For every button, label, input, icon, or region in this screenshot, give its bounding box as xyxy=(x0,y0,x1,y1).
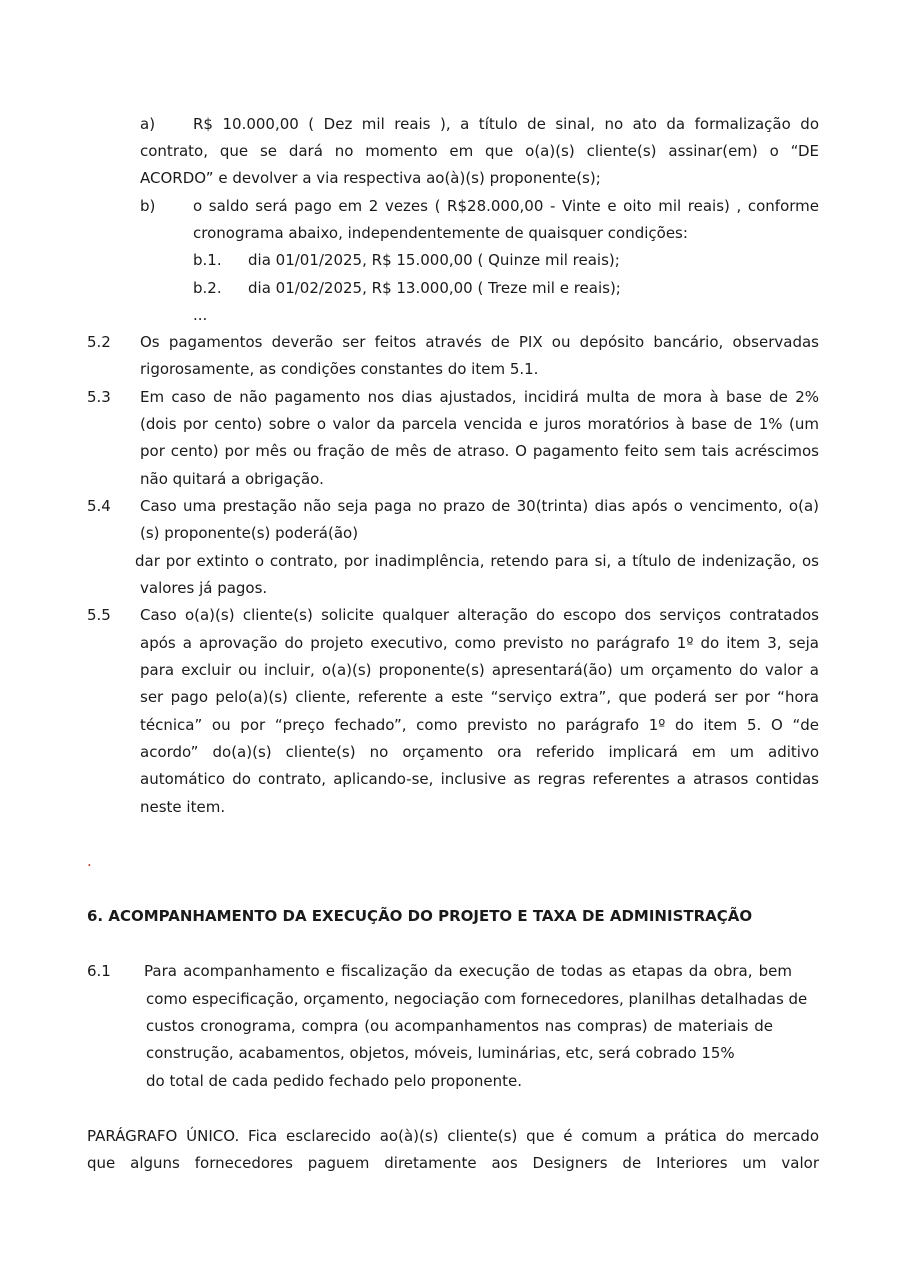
clause-6-1-line-3: custos cronograma, compra (ou acompanhamentos nas compras) de materiais de xyxy=(146,1017,773,1035)
item-a-line-2: contrato, que se dará no momento em que o(a)(s) cliente(s) assinar(em) o “DE xyxy=(140,142,819,160)
clause-5-4-line-1: Caso uma prestação não seja paga no prazo de 30(trinta) dias após o vencimento, o(a) xyxy=(140,497,819,515)
clause-5-2-line-1: Os pagamentos deverão ser feitos através de PIX ou depósito bancário, observadas xyxy=(140,333,819,351)
clause-5-5-line-2: após a aprovação do projeto executivo, como previsto no parágrafo 1º do item 3, seja xyxy=(140,634,819,652)
clause-5-5-line-4: ser pago pelo(a)(s) cliente, referente a este “serviço extra”, que poderá ser por “hora xyxy=(140,688,819,706)
item-a-line-1: R$ 10.000,00 ( Dez mil reais ), a título de sinal, no ato da formalização do xyxy=(193,115,819,133)
clause-5-5-number: 5.5 xyxy=(87,606,111,624)
clause-5-5-line-8: neste item. xyxy=(140,798,226,816)
clause-5-2-number: 5.2 xyxy=(87,333,111,351)
item-a-marker: a) xyxy=(140,115,156,133)
clause-5-4-line-4: valores já pagos. xyxy=(140,579,268,597)
clause-5-2-line-2: rigorosamente, as condições constantes do item 5.1. xyxy=(140,360,539,378)
clause-5-3-number: 5.3 xyxy=(87,388,111,406)
item-a-line-3: ACORDO” e devolver a via respectiva ao(à)(s) proponente(s); xyxy=(140,169,601,187)
clause-5-5-line-3: para excluir ou incluir, o(a)(s) proponente(s) apresentará(ão) um orçamento do valor a xyxy=(140,661,819,679)
item-b1-text: dia 01/01/2025, R$ 15.000,00 ( Quinze mil reais); xyxy=(248,251,620,269)
item-b-line-2: cronograma abaixo, independentemente de quaisquer condições: xyxy=(193,224,688,242)
item-b-marker: b) xyxy=(140,197,156,215)
clause-5-5-line-7: automático do contrato, aplicando-se, inclusive as regras referentes a atrasos contidas xyxy=(140,770,819,788)
clause-5-5-line-5: técnica” ou por “preço fechado”, como previsto no parágrafo 1º do item 5. O “de xyxy=(140,716,819,734)
item-b-line-1: o saldo será pago em 2 vezes ( R$28.000,00 - Vinte e oito mil reais) , conforme xyxy=(193,197,819,215)
stray-dot: . xyxy=(87,852,92,870)
clause-5-3-line-2: (dois por cento) sobre o valor da parcela vencida e juros moratórios à base de 1% (um xyxy=(140,415,819,433)
clause-6-1-line-4: construção, acabamentos, objetos, móveis, luminárias, etc, será cobrado 15% xyxy=(146,1044,735,1062)
clause-5-4-line-2: (s) proponente(s) poderá(ão) xyxy=(140,524,359,542)
clause-5-3-line-3: por cento) por mês ou fração de mês de atraso. O pagamento feito sem tais acréscimos xyxy=(140,442,819,460)
clause-5-3-line-1: Em caso de não pagamento nos dias ajustados, incidirá multa de mora à base de 2% xyxy=(140,388,819,406)
clause-5-3-line-4: não quitará a obrigação. xyxy=(140,470,324,488)
paragrafo-unico-line-2: que alguns fornecedores paguem diretamente aos Designers de Interiores um valor xyxy=(87,1154,819,1172)
item-b2-text: dia 01/02/2025, R$ 13.000,00 ( Treze mil e reais); xyxy=(248,279,621,297)
item-b-ellipsis: ... xyxy=(193,306,208,324)
clause-5-5-line-6: acordo” do(a)(s) cliente(s) no orçamento ora referido implicará em um aditivo xyxy=(140,743,819,761)
clause-5-5-line-1: Caso o(a)(s) cliente(s) solicite qualquer alteração do escopo dos serviços contratados xyxy=(140,606,819,624)
clause-6-1-line-2: como especificação, orçamento, negociação com fornecedores, planilhas detalhadas de xyxy=(146,990,808,1008)
item-b1-marker: b.1. xyxy=(193,251,222,269)
paragrafo-unico-line-1: PARÁGRAFO ÚNICO. Fica esclarecido ao(à)(s) cliente(s) que é comum a prática do mercado xyxy=(87,1127,819,1145)
item-b2-marker: b.2. xyxy=(193,279,222,297)
clause-5-4-number: 5.4 xyxy=(87,497,111,515)
clause-5-4-line-3: dar por extinto o contrato, por inadimplência, retendo para si, a título de indenização, os xyxy=(135,552,819,570)
clause-6-1-line-1: Para acompanhamento e fiscalização da execução de todas as etapas da obra, bem xyxy=(144,962,792,980)
section-6-heading: 6. ACOMPANHAMENTO DA EXECUÇÃO DO PROJETO E TAXA DE ADMINISTRAÇÃO xyxy=(87,907,753,925)
clause-6-1-number: 6.1 xyxy=(87,962,111,980)
clause-6-1-line-5: do total de cada pedido fechado pelo proponente. xyxy=(146,1072,523,1090)
